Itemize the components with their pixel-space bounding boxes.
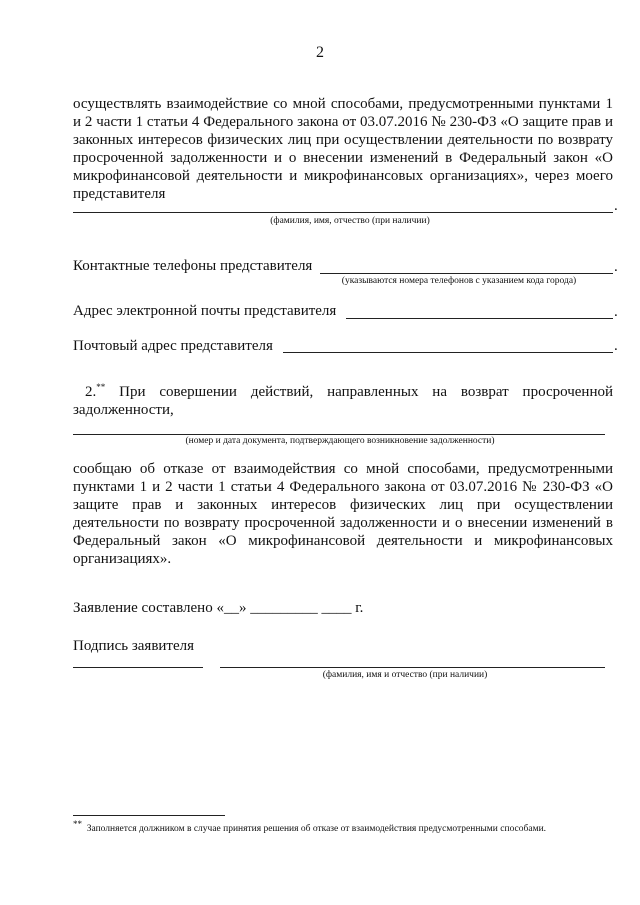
document-hint: (номер и дата документа, подтверждающего возникновение задолженности) (185, 436, 495, 446)
email-line[interactable] (346, 318, 613, 319)
footnote (73, 818, 613, 835)
representative-name-period: . (614, 198, 618, 214)
item-2-text: При совершении действий, направленных на возврат просроченной задолженности, (73, 384, 613, 418)
signature-line[interactable] (73, 667, 203, 668)
applicant-name-line[interactable] (220, 667, 605, 668)
contact-phones-line[interactable] (320, 273, 613, 274)
paragraph-intro: осуществлять взаимодействие со мной способами, предусмотренными пунктами 1 и 2 части 1 статьи 4 Федерального закона от 03.07.2016 № 230-ФЗ «О защите прав и законных интересов физических лиц при осуществлении деятельности по возврату просроченной задолженности и о внесении изменений в Федеральный закон «О микрофинансовой деятельности и микрофинансовых организациях», через моего представителя (73, 96, 613, 202)
postal-address-line[interactable] (283, 352, 613, 353)
postal-address-label: Почтовый адрес представителя (73, 338, 273, 354)
page-number: 2 (316, 44, 324, 61)
footnote-text: Заполняется должником в случае принятия решения об отказе от взаимодействия предусмотренными способами. (86, 824, 547, 834)
postal-address-period: . (614, 338, 618, 354)
applicant-name-hint: (фамилия, имя и отчество (при наличии) (322, 670, 488, 680)
contact-phones-hint: (указываются номера телефонов с указанием кода города) (341, 276, 577, 286)
representative-name-line[interactable] (73, 212, 613, 213)
document-line[interactable] (73, 434, 605, 435)
item-2-number: 2. (85, 384, 97, 400)
footnote-separator (73, 815, 225, 816)
date-statement: Заявление составлено «__» _________ ____ г. (73, 600, 364, 616)
email-period: . (614, 304, 618, 320)
email-label: Адрес электронной почты представителя (73, 303, 337, 319)
paragraph-refusal: сообщаю об отказе от взаимодействия со мной способами, предусмотренными пунктами 1 и 2 части 1 статьи 4 Федерального закона от 03.07.2016 № 230-ФЗ «О защите прав и законных интересов физических лиц при осуществлении деятельности по возврату просроченной задолженности и о внесении изменений в Федеральный закон «О микрофинансовой деятельности и микрофинансовых организациях». (73, 461, 613, 567)
item-2-footnote-marker: ** (96, 382, 106, 392)
footnote-marker: ** (73, 818, 82, 829)
signature-label: Подпись заявителя (73, 638, 195, 654)
item-2-paragraph (73, 383, 613, 419)
contact-phones-label: Контактные телефоны представителя (73, 258, 313, 274)
representative-name-hint: (фамилия, имя, отчество (при наличии) (270, 216, 430, 226)
contact-phones-period: . (614, 259, 618, 275)
